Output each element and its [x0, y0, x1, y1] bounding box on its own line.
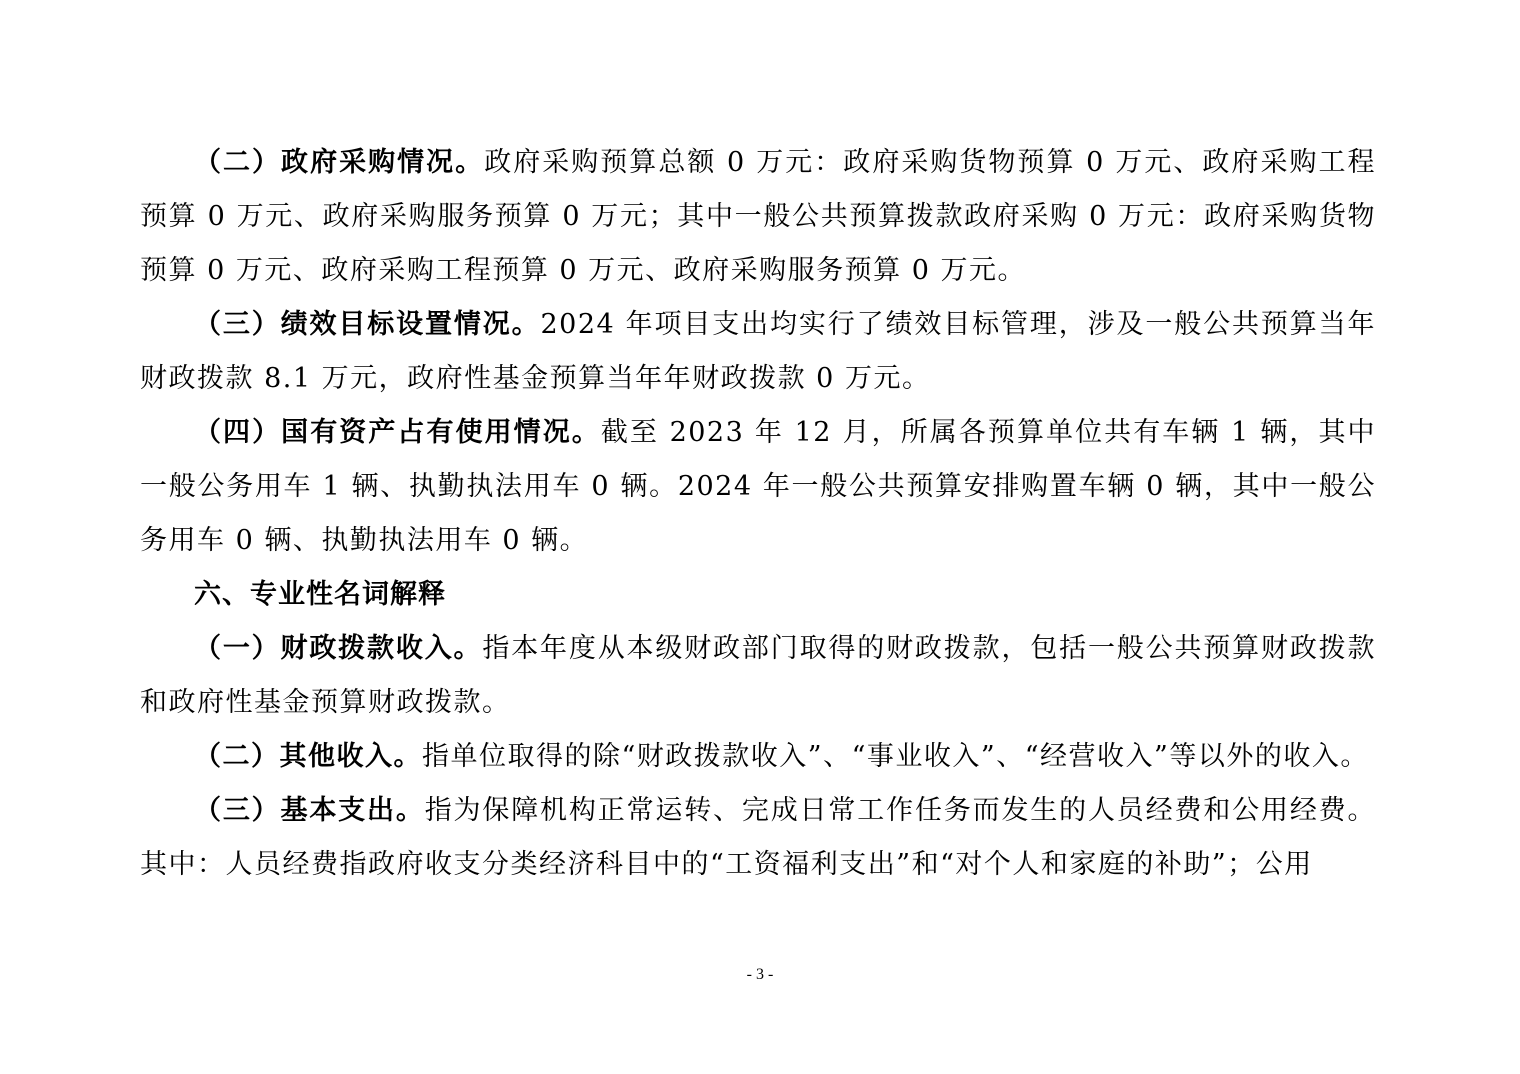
paragraph-body: 政府采购预算总额 0 万元：政府采购货物预算 0 万元、政府采购工程预算 0 万元、政府采购服务预算 0 万元；其中一般公共预算拨款政府采购 0 万元：政府采购货物预算 0 万元、政府采购工程预算 0 万元、政府采购服务预算 0 万元。	[140, 147, 1377, 286]
definition-fiscal-appropriation-income	[140, 622, 1376, 730]
definition-lead: （二）其他收入。	[194, 741, 422, 772]
document-page	[140, 136, 1376, 892]
paragraph-body: 截至 2023 年 12 月，所属各预算单位共有车辆 1 辆，其中一般公务用车 1 辆、执勤执法用车 0 辆。2024 年一般公共预算安排购置车辆 0 辆，其中一般公务用车 0 辆、执勤执法用车 0 辆。	[140, 417, 1376, 556]
definition-lead: （三）基本支出。	[194, 795, 425, 826]
definition-other-income	[140, 730, 1376, 784]
section-heading: 六、专业性名词解释	[194, 579, 446, 610]
definition-body: 指本年度从本级财政部门取得的财政拨款，包括一般公共预算财政拨款和政府性基金预算财政拨款。	[140, 633, 1376, 718]
paragraph-performance-targets	[140, 298, 1376, 406]
paragraph-state-assets	[140, 406, 1376, 568]
definition-body: 指为保障机构正常运转、完成日常工作任务而发生的人员经费和公用经费。其中：人员经费指政府收支分类经济科目中的“工资福利支出”和“对个人和家庭的补助”；公用	[140, 795, 1377, 880]
paragraph-body: 2024 年项目支出均实行了绩效目标管理，涉及一般公共预算当年财政拨款 8.1 万元，政府性基金预算当年年财政拨款 0 万元。	[140, 309, 1377, 394]
paragraph-lead: （四）国有资产占有使用情况。	[194, 417, 601, 448]
paragraph-government-procurement	[140, 136, 1376, 298]
page-number: - 3 -	[746, 966, 774, 983]
paragraph-lead: （二）政府采购情况。	[194, 147, 485, 178]
paragraph-lead: （三）绩效目标设置情况。	[194, 309, 541, 340]
definition-lead: （一）财政拨款收入。	[194, 633, 483, 664]
definition-basic-expenditure	[140, 784, 1376, 892]
definition-body: 指单位取得的除“财政拨款收入”、“事业收入”、“经营收入”等以外的收入。	[422, 741, 1369, 772]
